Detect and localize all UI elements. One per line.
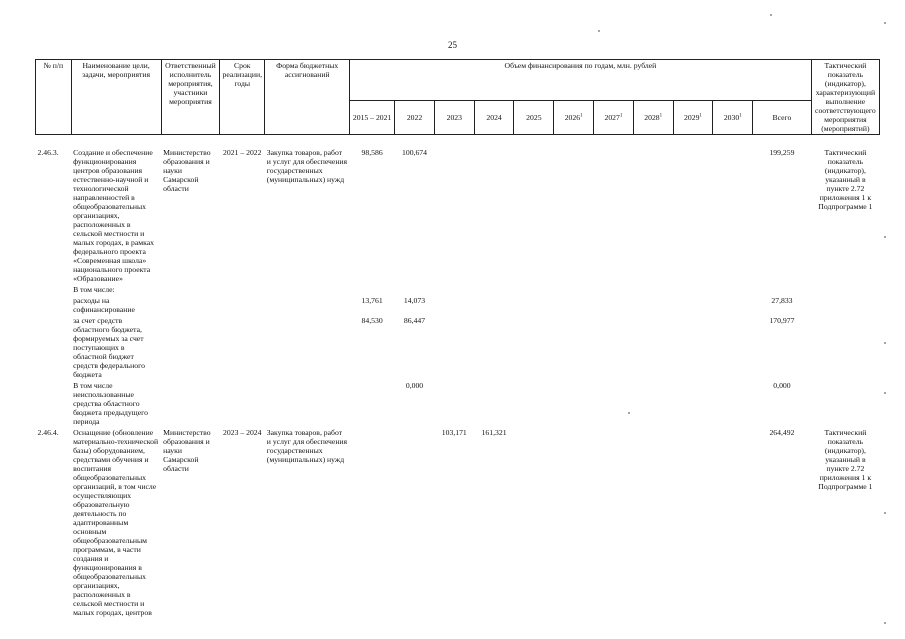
table-row	[36, 427, 880, 618]
value-2015-2021: 13,761	[361, 296, 383, 305]
row-num: 2.46.4.	[37, 428, 59, 437]
value-total: 199,259	[769, 148, 795, 157]
scan-speck	[598, 30, 600, 32]
row-term: 2023 – 2024	[223, 428, 262, 437]
header-volume: Объем финансирования по годам, млн. рублей	[350, 60, 812, 101]
value-2015-2021: 98,586	[361, 148, 383, 157]
year-2029: 2029$^1$	[673, 101, 713, 135]
header-name: Наименование цели, задачи, мероприятия	[71, 60, 161, 135]
year-2025: 2025	[514, 101, 554, 135]
row-executor: Министерство образования и науки Самарской области	[163, 148, 211, 193]
year-2026: 2026$^1$	[554, 101, 594, 135]
header-indicator: Тактический показатель (индикатор), характеризующий выполнение соответствующего мероприятия (мероприятий)	[811, 60, 879, 135]
value-2022: 86,447	[403, 316, 426, 325]
header-term: Срок реализации, годы	[220, 60, 265, 135]
value-2015-2021	[350, 380, 395, 427]
row-name: за счет средств областного бюджета, формируемых за счет поступающих в областной бюджет средств федерального бюджета	[73, 316, 145, 379]
value-2024	[474, 147, 514, 284]
value-2023: 103,171	[441, 428, 467, 437]
scan-speck	[884, 512, 886, 514]
value-2022: 0,000	[405, 381, 424, 390]
table-row	[36, 284, 880, 295]
value-2015-2021: 84,530	[361, 316, 383, 325]
value-2022: 100,674	[402, 148, 427, 157]
row-num: 2.46.3.	[37, 148, 59, 157]
page-number: 25	[448, 40, 457, 50]
value-2022	[395, 427, 435, 618]
scan-speck	[884, 236, 886, 238]
scan-speck	[884, 392, 886, 394]
year-2028: 2028$^1$	[633, 101, 673, 135]
scan-speck	[628, 412, 630, 414]
value-2015-2021	[350, 427, 395, 618]
row-executor: Министерство образования и науки Самарской области	[163, 428, 211, 473]
year-2027: 2027$^1$	[594, 101, 634, 135]
value-total: 170,977	[769, 316, 795, 325]
value-total: 27,833	[771, 296, 793, 305]
row-indicator: Тактический показатель (индикатор), указанный в пункте 2.72 приложения 1 к Подпрограмме 1	[818, 428, 873, 491]
value-2022: 14,073	[403, 296, 426, 305]
row-term: 2021 – 2022	[223, 148, 262, 157]
year-2023: 2023	[434, 101, 474, 135]
value-2023	[434, 147, 474, 284]
row-name: расходы на софинансирование	[73, 296, 135, 314]
value-2024: 161,321	[481, 428, 507, 437]
row-form: Закупка товаров, работ и услуг для обеспечения государственных (муниципальных) нужд	[266, 428, 348, 464]
year-total: Всего	[753, 101, 812, 135]
header-executor: Ответственный исполнитель мероприятия, участники мероприятия	[161, 60, 220, 135]
header-form: Форма бюджетных ассигнований	[265, 60, 350, 135]
year-2015-2021: 2015 – 2021	[350, 101, 395, 135]
year-2024: 2024	[474, 101, 514, 135]
value-total: 0,000	[773, 381, 791, 390]
year-2030: 2030$^1$	[713, 101, 753, 135]
scan-speck	[770, 14, 772, 16]
financing-table	[35, 59, 880, 618]
year-2022: 2022	[395, 101, 435, 135]
table-row	[36, 315, 880, 380]
row-name: В том числе неиспользованные средства областного бюджета предыдущего периода	[73, 381, 148, 426]
row-indicator: Тактический показатель (индикатор), указанный в пункте 2.72 приложения 1 к Подпрограмме 1	[818, 148, 873, 211]
scan-speck	[884, 22, 886, 24]
row-name: В том числе:	[73, 285, 115, 294]
table-row	[36, 380, 880, 427]
row-name: Создание и обеспечение функционирования центров образования естественно-научной и технологической направленностей в общеобразовательных организациях, расположенных в сельской местности и малых городах, в рамках федерального проекта «Современная школа» национального проекта «Образование»	[73, 148, 154, 283]
row-name: Оснащение (обновление материально-технической базы) оборудованием, средствами обучения и воспитания общеобразовательных организаций, в том числе осуществляющих образовательную деятельность по адаптированным основным общеобразовательным программам, в части создания и функционирования в общеобразовательных организациях, расположенных в сельской местности и малых городах, центров	[73, 428, 159, 617]
row-form: Закупка товаров, работ и услуг для обеспечения государственных (муниципальных) нужд	[266, 148, 348, 184]
table-row	[36, 147, 880, 284]
value-total: 264,492	[769, 428, 795, 437]
scan-speck	[884, 622, 886, 624]
table-row	[36, 295, 880, 315]
header-num: № п/п	[36, 60, 72, 135]
scan-speck	[884, 342, 886, 344]
